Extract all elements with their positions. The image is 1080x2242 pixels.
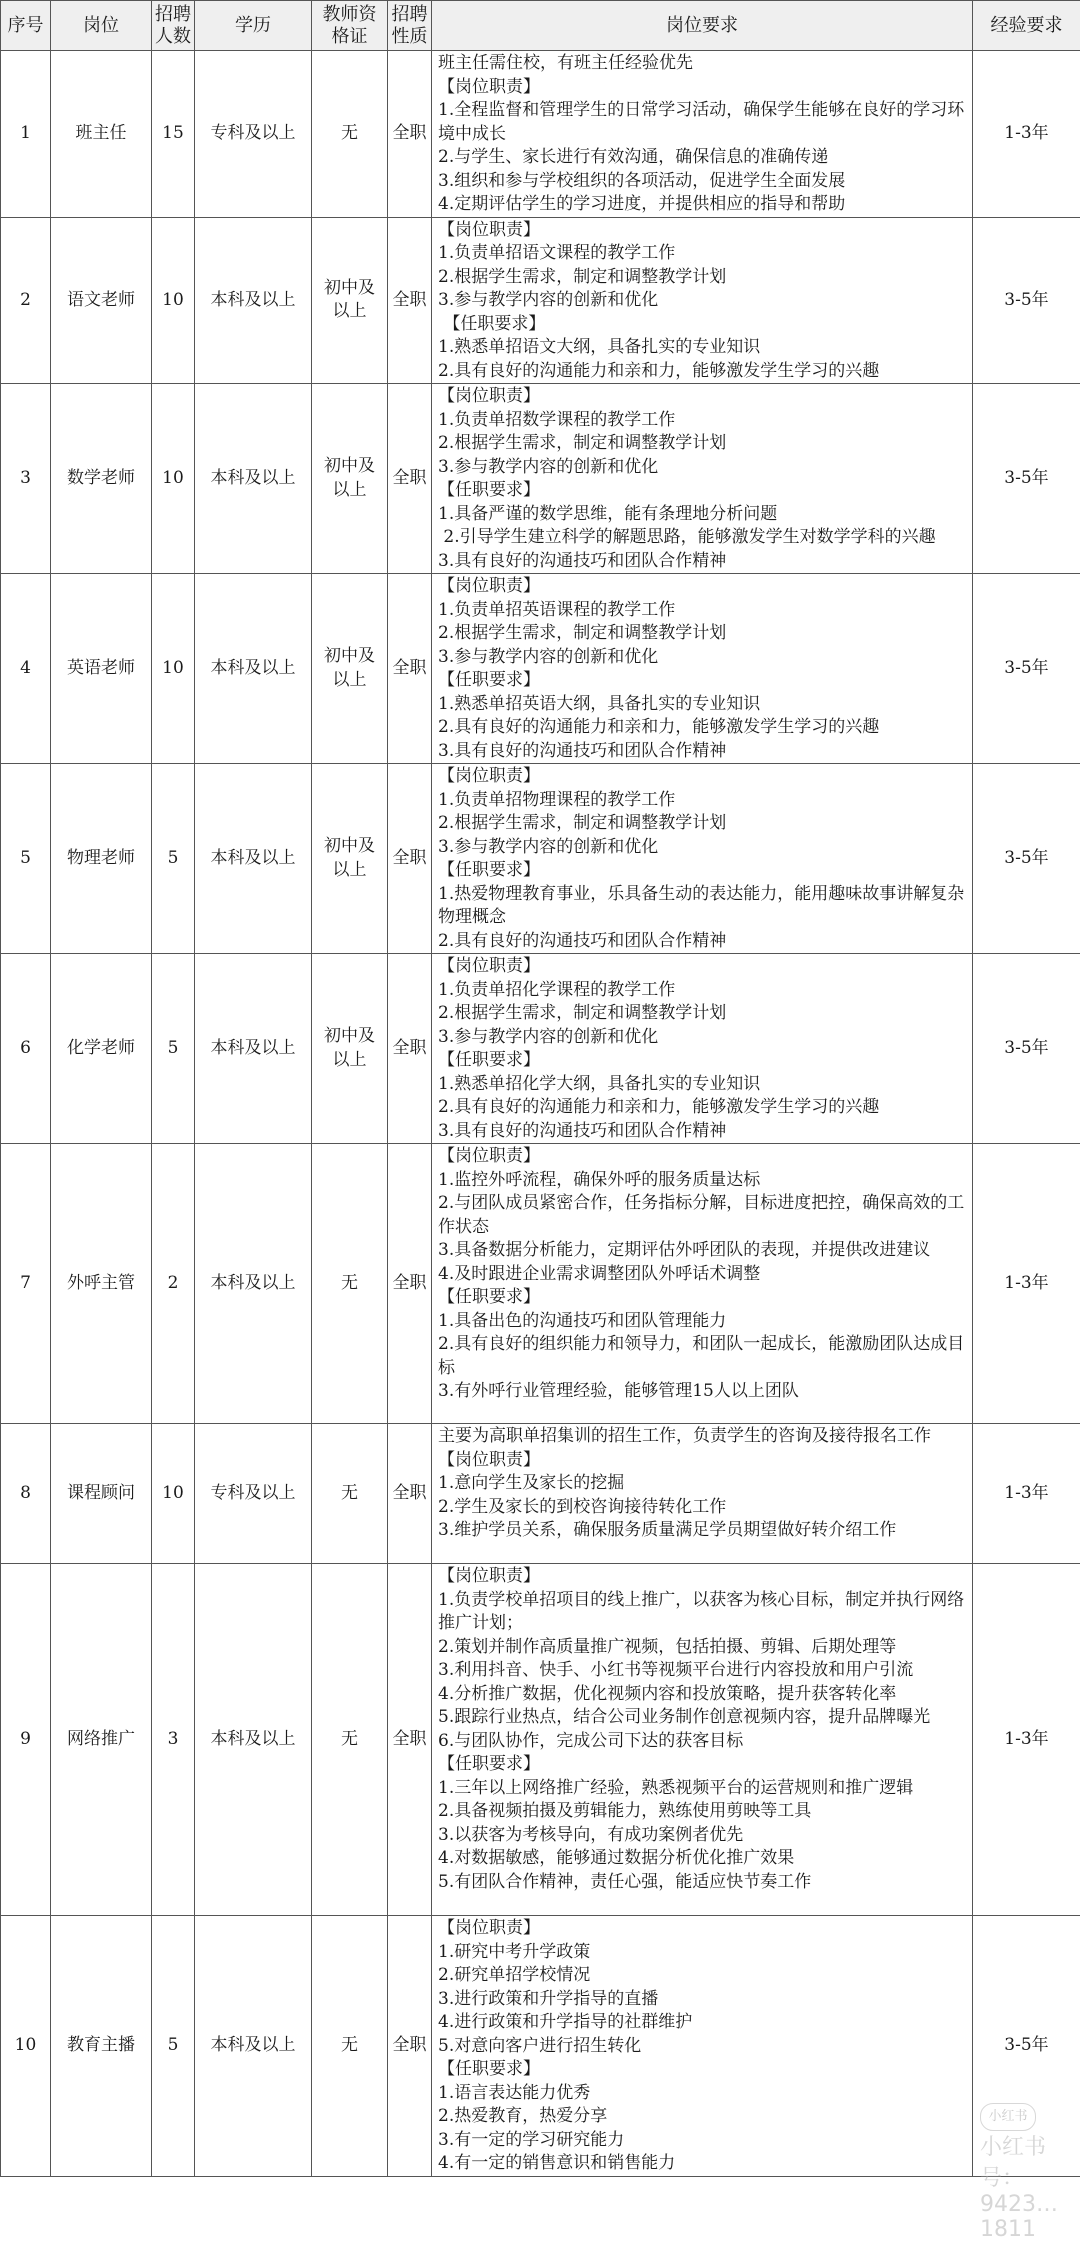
row-number: 7 xyxy=(1,1144,51,1424)
teacher-certificate: 无 xyxy=(312,1564,388,1916)
requirement-line: 1.负责单招数学课程的教学工作 xyxy=(438,409,970,433)
requirement-line: 3.参与教学内容的创新和优化 xyxy=(438,646,970,670)
requirement-line: 1.语言表达能力优秀 xyxy=(438,2082,970,2106)
row-number: 3 xyxy=(1,384,51,574)
position-name: 外呼主管 xyxy=(51,1144,152,1424)
teacher-certificate: 初中及 以上 xyxy=(312,574,388,764)
watermark-badge: 小红书 xyxy=(980,2103,1036,2131)
requirement-line: 3.有外呼行业管理经验，能够管理15人以上团队 xyxy=(438,1380,970,1404)
requirement-line: 2.具有良好的沟通技巧和团队合作精神 xyxy=(438,930,970,954)
requirement-line: 【岗位职责】 xyxy=(438,1449,970,1473)
requirement-line: 1.具备出色的沟通技巧和团队管理能力 xyxy=(438,1310,970,1334)
teacher-certificate: 初中及 以上 xyxy=(312,954,388,1144)
table-row xyxy=(1,1564,1080,1916)
position-name: 语文老师 xyxy=(51,217,152,384)
requirement-line: 3.有一定的学习研究能力 xyxy=(438,2129,970,2153)
requirement-line: 3.维护学员关系，确保服务质量满足学员期望做好转介绍工作 xyxy=(438,1519,970,1543)
requirement-line: 【岗位职责】 xyxy=(438,575,970,599)
requirement-line: 6.与团队协作，完成公司下达的获客目标 xyxy=(438,1730,970,1754)
table-row xyxy=(1,1916,1080,2177)
requirement-line: 3.具有良好的沟通技巧和团队合作精神 xyxy=(438,740,970,764)
employment-type: 全职 xyxy=(388,51,432,218)
teacher-certificate: 无 xyxy=(312,1424,388,1564)
requirement-line: 1.熟悉单招化学大纲，具备扎实的专业知识 xyxy=(438,1073,970,1097)
watermark-text: 小红书号：9423…1811 xyxy=(980,2130,1080,2242)
employment-type: 全职 xyxy=(388,1916,432,2177)
headcount: 10 xyxy=(152,217,195,384)
requirement-line: 2.根据学生需求，制定和调整教学计划 xyxy=(438,266,970,290)
education-level: 专科及以上 xyxy=(195,51,312,218)
employment-type: 全职 xyxy=(388,954,432,1144)
education-level: 本科及以上 xyxy=(195,1144,312,1424)
experience-requirement: 3-5年 xyxy=(973,764,1080,954)
requirement-line: 班主任需住校，有班主任经验优先 xyxy=(438,52,970,76)
requirement-line: 1.熟悉单招英语大纲，具备扎实的专业知识 xyxy=(438,693,970,717)
headcount: 10 xyxy=(152,574,195,764)
teacher-certificate: 初中及 以上 xyxy=(312,217,388,384)
requirement-line: 【任职要求】 xyxy=(438,1753,970,1777)
requirement-line: 1.全程监督和管理学生的日常学习活动，确保学生能够在良好的学习环境中成长 xyxy=(438,99,970,146)
position-name: 课程顾问 xyxy=(51,1424,152,1564)
requirement-line: 1.研究中考升学政策 xyxy=(438,1941,970,1965)
position-name: 化学老师 xyxy=(51,954,152,1144)
row-number: 4 xyxy=(1,574,51,764)
employment-type: 全职 xyxy=(388,764,432,954)
requirement-line: 4.进行政策和升学指导的社群维护 xyxy=(438,2011,970,2035)
position-name: 数学老师 xyxy=(51,384,152,574)
requirement-line: 【岗位职责】 xyxy=(438,955,970,979)
requirements-cell xyxy=(432,384,973,574)
headcount: 10 xyxy=(152,1424,195,1564)
row-number: 10 xyxy=(1,1916,51,2177)
position-name: 网络推广 xyxy=(51,1564,152,1916)
requirement-line: 2.根据学生需求，制定和调整教学计划 xyxy=(438,812,970,836)
employment-type: 全职 xyxy=(388,574,432,764)
headcount: 3 xyxy=(152,1564,195,1916)
education-level: 本科及以上 xyxy=(195,217,312,384)
experience-requirement: 1-3年 xyxy=(973,1144,1080,1424)
requirement-line: 2.与学生、家长进行有效沟通，确保信息的准确传递 xyxy=(438,146,970,170)
requirement-line: 4.有一定的销售意识和销售能力 xyxy=(438,2152,970,2176)
requirement-line: 2.策划并制作高质量推广视频，包括拍摄、剪辑、后期处理等 xyxy=(438,1636,970,1660)
requirement-line: 2.引导学生建立科学的解题思路，能够激发学生对数学学科的兴趣 xyxy=(438,526,970,550)
table-row xyxy=(1,217,1080,384)
requirement-line: 【岗位职责】 xyxy=(438,1145,970,1169)
requirement-line: 3.组织和参与学校组织的各项活动，促进学生全面发展 xyxy=(438,170,970,194)
requirement-line: 【任职要求】 xyxy=(438,1286,970,1310)
requirements-cell xyxy=(432,1916,973,2177)
requirement-line: 2.具备视频拍摄及剪辑能力，熟练使用剪映等工具 xyxy=(438,1800,970,1824)
table-row xyxy=(1,1144,1080,1424)
requirement-line: 2.根据学生需求，制定和调整教学计划 xyxy=(438,622,970,646)
row-number: 5 xyxy=(1,764,51,954)
row-number: 2 xyxy=(1,217,51,384)
experience-requirement: 3-5年 xyxy=(973,384,1080,574)
requirement-line: 【岗位职责】 xyxy=(438,1565,970,1589)
requirement-line: 1.监控外呼流程，确保外呼的服务质量达标 xyxy=(438,1169,970,1193)
requirement-line: 1.负责单招物理课程的教学工作 xyxy=(438,789,970,813)
position-name: 教育主播 xyxy=(51,1916,152,2177)
table-row xyxy=(1,574,1080,764)
position-name: 班主任 xyxy=(51,51,152,218)
education-level: 本科及以上 xyxy=(195,764,312,954)
header-no: 序号 xyxy=(1,1,51,51)
headcount: 5 xyxy=(152,1916,195,2177)
experience-requirement: 1-3年 xyxy=(973,51,1080,218)
education-level: 专科及以上 xyxy=(195,1424,312,1564)
employment-type: 全职 xyxy=(388,1424,432,1564)
requirements-cell xyxy=(432,764,973,954)
row-number: 6 xyxy=(1,954,51,1144)
header-type: 招聘 性质 xyxy=(388,1,432,51)
experience-requirement: 3-5年 xyxy=(973,574,1080,764)
teacher-certificate: 无 xyxy=(312,1144,388,1424)
requirement-line: 【任职要求】 xyxy=(438,1049,970,1073)
requirement-line: 【岗位职责】 xyxy=(438,765,970,789)
requirement-line: 1.负责单招化学课程的教学工作 xyxy=(438,979,970,1003)
requirement-line: 【任职要求】 xyxy=(438,859,970,883)
requirement-line: 2.热爱教育，热爱分享 xyxy=(438,2105,970,2129)
table-row xyxy=(1,51,1080,218)
requirement-line: 4.分析推广数据，优化视频内容和投放策略，提升获客转化率 xyxy=(438,1683,970,1707)
requirement-line: 3.参与教学内容的创新和优化 xyxy=(438,836,970,860)
requirement-line: 3.参与教学内容的创新和优化 xyxy=(438,456,970,480)
requirement-line: 2.根据学生需求，制定和调整教学计划 xyxy=(438,1002,970,1026)
headcount: 5 xyxy=(152,764,195,954)
education-level: 本科及以上 xyxy=(195,384,312,574)
requirement-line: 【岗位职责】 xyxy=(438,385,970,409)
teacher-certificate: 无 xyxy=(312,51,388,218)
requirement-line: 【任职要求】 xyxy=(438,313,970,337)
table-row xyxy=(1,384,1080,574)
requirements-cell xyxy=(432,217,973,384)
header-certificate: 教师资 格证 xyxy=(312,1,388,51)
requirement-line: 1.负责单招英语课程的教学工作 xyxy=(438,599,970,623)
experience-requirement: 3-5年 xyxy=(973,1916,1080,2177)
header-count: 招聘 人数 xyxy=(152,1,195,51)
requirement-line: 3.以获客为考核导向，有成功案例者优先 xyxy=(438,1824,970,1848)
requirement-line: 【岗位职责】 xyxy=(438,76,970,100)
requirement-line: 【岗位职责】 xyxy=(438,219,970,243)
teacher-certificate: 初中及 以上 xyxy=(312,384,388,574)
requirements-cell xyxy=(432,574,973,764)
experience-requirement: 3-5年 xyxy=(973,954,1080,1144)
headcount: 15 xyxy=(152,51,195,218)
requirement-line: 【任职要求】 xyxy=(438,2058,970,2082)
row-number: 1 xyxy=(1,51,51,218)
requirement-line: 5.跟踪行业热点，结合公司业务制作创意视频内容，提升品牌曝光 xyxy=(438,1706,970,1730)
requirements-cell xyxy=(432,1144,973,1424)
requirement-line: 3.具有良好的沟通技巧和团队合作精神 xyxy=(438,1120,970,1144)
requirement-line: 5.有团队合作精神，责任心强，能适应快节奏工作 xyxy=(438,1871,970,1895)
requirement-line: 2.具有良好的沟通能力和亲和力，能够激发学生学习的兴趣 xyxy=(438,360,970,384)
header-experience: 经验要求 xyxy=(973,1,1080,51)
education-level: 本科及以上 xyxy=(195,574,312,764)
requirement-line: 2.具有良好的沟通能力和亲和力，能够激发学生学习的兴趣 xyxy=(438,716,970,740)
experience-requirement: 1-3年 xyxy=(973,1424,1080,1564)
teacher-certificate: 初中及 以上 xyxy=(312,764,388,954)
headcount: 2 xyxy=(152,1144,195,1424)
requirement-line: 2.具有良好的组织能力和领导力，和团队一起成长，能激励团队达成目标 xyxy=(438,1333,970,1380)
requirement-line: 2.学生及家长的到校咨询接待转化工作 xyxy=(438,1496,970,1520)
table-row xyxy=(1,954,1080,1144)
row-number: 8 xyxy=(1,1424,51,1564)
requirements-cell xyxy=(432,1424,973,1564)
header-education: 学历 xyxy=(195,1,312,51)
requirement-line: 3.利用抖音、快手、小红书等视频平台进行内容投放和用户引流 xyxy=(438,1659,970,1683)
requirement-line: 1.熟悉单招语文大纲，具备扎实的专业知识 xyxy=(438,336,970,360)
requirement-line: 4.定期评估学生的学习进度，并提供相应的指导和帮助 xyxy=(438,193,970,217)
position-name: 物理老师 xyxy=(51,764,152,954)
experience-requirement: 3-5年 xyxy=(973,217,1080,384)
requirement-line: 1.三年以上网络推广经验，熟悉视频平台的运营规则和推广逻辑 xyxy=(438,1777,970,1801)
requirement-line: 4.对数据敏感，能够通过数据分析优化推广效果 xyxy=(438,1847,970,1871)
requirement-line: 5.对意向客户进行招生转化 xyxy=(438,2035,970,2059)
headcount: 10 xyxy=(152,384,195,574)
employment-type: 全职 xyxy=(388,1144,432,1424)
employment-type: 全职 xyxy=(388,384,432,574)
employment-type: 全职 xyxy=(388,217,432,384)
education-level: 本科及以上 xyxy=(195,1564,312,1916)
requirement-line: 1.负责学校单招项目的线上推广，以获客为核心目标，制定并执行网络推广计划； xyxy=(438,1589,970,1636)
requirement-line: 3.具有良好的沟通技巧和团队合作精神 xyxy=(438,550,970,574)
table-row xyxy=(1,764,1080,954)
education-level: 本科及以上 xyxy=(195,1916,312,2177)
requirement-line: 【任职要求】 xyxy=(438,669,970,693)
requirement-line: 【任职要求】 xyxy=(438,479,970,503)
requirement-line: 3.参与教学内容的创新和优化 xyxy=(438,1026,970,1050)
row-number: 9 xyxy=(1,1564,51,1916)
requirement-line: 1.意向学生及家长的挖掘 xyxy=(438,1472,970,1496)
requirements-cell xyxy=(432,954,973,1144)
header-requirements: 岗位要求 xyxy=(432,1,973,51)
requirement-line: 主要为高职单招集训的招生工作，负责学生的咨询及接待报名工作 xyxy=(438,1425,970,1449)
education-level: 本科及以上 xyxy=(195,954,312,1144)
header-position: 岗位 xyxy=(51,1,152,51)
requirement-line: 2.根据学生需求，制定和调整教学计划 xyxy=(438,432,970,456)
experience-requirement: 1-3年 xyxy=(973,1564,1080,1916)
headcount: 5 xyxy=(152,954,195,1144)
requirement-line: 1.热爱物理教育事业，乐具备生动的表达能力，能用趣味故事讲解复杂物理概念 xyxy=(438,883,970,930)
header-row xyxy=(1,1,1080,51)
teacher-certificate: 无 xyxy=(312,1916,388,2177)
requirements-cell xyxy=(432,1564,973,1916)
requirement-line: 2.研究单招学校情况 xyxy=(438,1964,970,1988)
employment-type: 全职 xyxy=(388,1564,432,1916)
requirement-line: 3.进行政策和升学指导的直播 xyxy=(438,1988,970,2012)
requirement-line: 3.具备数据分析能力，定期评估外呼团队的表现，并提供改进建议 xyxy=(438,1239,970,1263)
table-row xyxy=(1,1424,1080,1564)
requirement-line: 2.与团队成员紧密合作，任务指标分解，目标进度把控，确保高效的工作状态 xyxy=(438,1192,970,1239)
requirement-line: 1.负责单招语文课程的教学工作 xyxy=(438,242,970,266)
requirement-line: 2.具有良好的沟通能力和亲和力，能够激发学生学习的兴趣 xyxy=(438,1096,970,1120)
requirements-cell xyxy=(432,51,973,218)
requirement-line: 【岗位职责】 xyxy=(438,1917,970,1941)
requirement-line: 1.具备严谨的数学思维，能有条理地分析问题 xyxy=(438,503,970,527)
requirement-line: 3.参与教学内容的创新和优化 xyxy=(438,289,970,313)
position-name: 英语老师 xyxy=(51,574,152,764)
requirement-line: 4.及时跟进企业需求调整团队外呼话术调整 xyxy=(438,1263,970,1287)
